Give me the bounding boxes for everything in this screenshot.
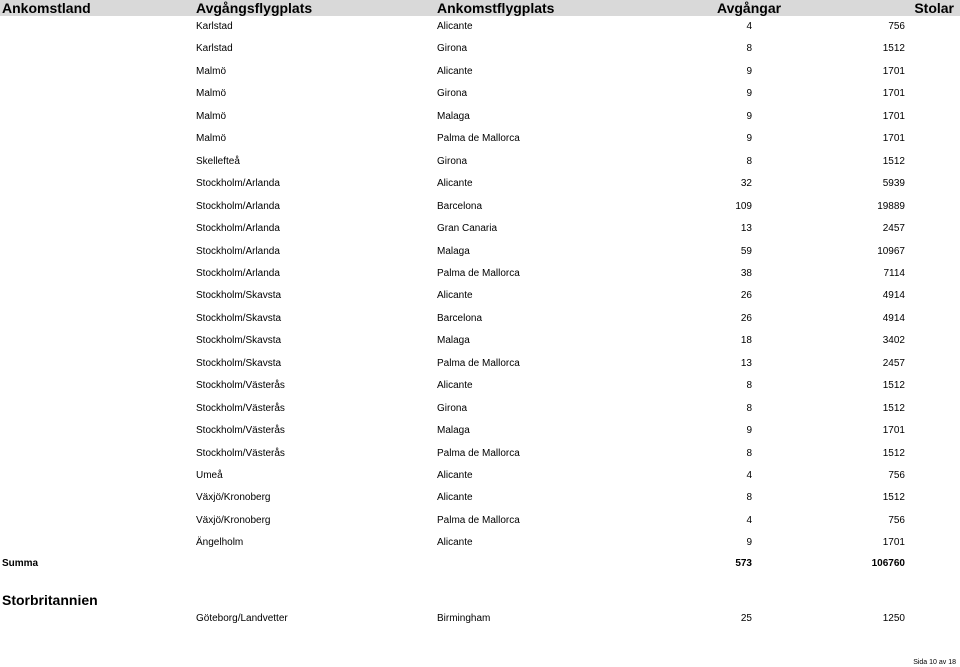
table-row xyxy=(0,357,960,371)
table-row xyxy=(0,177,960,191)
seats-cell: 756 xyxy=(888,21,905,32)
departures-cell: 59 xyxy=(740,245,752,257)
seats-cell: 1701 xyxy=(882,110,905,122)
table-row xyxy=(0,222,960,236)
departures-cell: 9 xyxy=(746,537,752,549)
arrival-airport-cell: Alicante xyxy=(437,65,473,77)
table-row xyxy=(0,42,960,56)
table-row xyxy=(0,402,960,416)
departure-airport-cell: Stockholm/Arlanda xyxy=(196,178,280,190)
departure-airport-cell: Växjö/Kronoberg xyxy=(196,492,271,504)
departure-airport-cell: Stockholm/Skavsta xyxy=(196,335,282,347)
departure-airport-cell: Karlstad xyxy=(196,21,233,32)
table-row xyxy=(0,334,960,348)
arrival-airport-cell: Girona xyxy=(437,155,468,167)
seats-cell: 756 xyxy=(888,470,905,481)
departure-airport-cell: Stockholm/Skavsta xyxy=(196,312,282,324)
arrival-airport-cell: Gran Canaria xyxy=(437,223,498,235)
seats-cell: 1512 xyxy=(882,492,905,504)
departures-cell: 13 xyxy=(740,357,752,369)
header-departure-airport: Avgångsflygplats xyxy=(196,0,313,16)
arrival-airport-cell: Alicante xyxy=(437,492,473,504)
departures-cell: 32 xyxy=(740,178,752,190)
seats-cell: 1512 xyxy=(882,402,905,414)
table-row xyxy=(0,289,960,303)
arrival-airport-cell: Palma de Mallorca xyxy=(437,133,520,145)
table-row xyxy=(0,312,960,326)
table-row xyxy=(0,424,960,438)
departures-cell: 25 xyxy=(740,613,752,624)
seats-cell: 1701 xyxy=(882,425,905,437)
arrival-airport-cell: Palma de Mallorca xyxy=(437,357,520,369)
departures-cell: 38 xyxy=(740,267,752,279)
page-number: Sida 10 av 18 xyxy=(913,659,956,666)
arrival-airport-cell: Palma de Mallorca xyxy=(437,267,520,279)
table-header xyxy=(0,0,960,16)
departures-cell: 8 xyxy=(746,380,752,392)
table-row xyxy=(0,65,960,79)
arrival-airport-cell: Alicante xyxy=(437,380,473,392)
departure-airport-cell: Malmö xyxy=(196,65,227,77)
departure-airport-cell: Stockholm/Västerås xyxy=(196,380,285,392)
departures-cell: 9 xyxy=(746,133,752,145)
seats-cell: 1701 xyxy=(882,537,905,549)
arrival-airport-cell: Malaga xyxy=(437,425,470,437)
table-row xyxy=(0,87,960,101)
departure-airport-cell: Stockholm/Västerås xyxy=(196,402,285,414)
table-row xyxy=(0,447,960,461)
seats-cell: 19889 xyxy=(877,200,905,212)
departures-cell: 13 xyxy=(740,223,752,235)
departures-cell: 8 xyxy=(746,43,752,55)
departures-cell: 8 xyxy=(746,492,752,504)
arrival-airport-cell: Palma de Mallorca xyxy=(437,447,520,459)
seats-cell: 1701 xyxy=(882,133,905,145)
header-arrival-airport: Ankomstflygplats xyxy=(437,0,555,16)
departure-airport-cell: Växjö/Kronoberg xyxy=(196,514,271,526)
departure-airport-cell: Göteborg/Landvetter xyxy=(196,613,288,624)
summary-seats: 106760 xyxy=(871,558,905,569)
seats-cell: 4914 xyxy=(882,312,905,324)
arrival-airport-cell: Barcelona xyxy=(437,200,483,212)
header-landing-country: Ankomstland xyxy=(2,0,91,16)
seats-cell: 7114 xyxy=(883,267,905,279)
departures-cell: 9 xyxy=(746,88,752,100)
arrival-airport-cell: Alicante xyxy=(437,21,473,32)
table-row xyxy=(0,514,960,528)
arrival-airport-cell: Birmingham xyxy=(437,613,491,624)
departure-airport-cell: Malmö xyxy=(196,133,227,145)
departures-cell: 109 xyxy=(735,200,752,212)
departure-airport-cell: Umeå xyxy=(196,470,223,481)
seats-cell: 1512 xyxy=(882,447,905,459)
departure-airport-cell: Malmö xyxy=(196,88,227,100)
seats-cell: 5939 xyxy=(882,178,905,190)
country-heading: Storbritannien xyxy=(2,592,98,608)
departure-airport-cell: Stockholm/Skavsta xyxy=(196,290,282,302)
seats-cell: 4914 xyxy=(882,290,905,302)
departure-airport-cell: Stockholm/Västerås xyxy=(196,425,285,437)
departure-airport-cell: Skellefteå xyxy=(196,155,240,167)
table-row xyxy=(0,132,960,146)
departures-cell: 8 xyxy=(746,447,752,459)
summary-label: Summa xyxy=(2,558,39,569)
seats-cell: 1250 xyxy=(882,613,905,624)
departure-airport-cell: Karlstad xyxy=(196,43,233,55)
arrival-airport-cell: Alicante xyxy=(437,537,473,549)
seats-cell: 1512 xyxy=(882,380,905,392)
departures-cell: 9 xyxy=(746,65,752,77)
header-seats: Stolar xyxy=(914,0,954,16)
arrival-airport-cell: Girona xyxy=(437,88,468,100)
table-row xyxy=(0,612,960,626)
seats-cell: 10967 xyxy=(877,245,905,257)
seats-cell: 2457 xyxy=(882,223,905,235)
departures-cell: 4 xyxy=(746,21,752,32)
arrival-airport-cell: Malaga xyxy=(437,335,470,347)
arrival-airport-cell: Girona xyxy=(437,43,468,55)
departures-cell: 4 xyxy=(746,514,752,526)
seats-cell: 1701 xyxy=(882,65,905,77)
arrival-airport-cell: Alicante xyxy=(437,178,473,190)
departures-cell: 18 xyxy=(740,335,752,347)
departure-airport-cell: Stockholm/Arlanda xyxy=(196,245,280,257)
arrival-airport-cell: Girona xyxy=(437,402,468,414)
arrival-airport-cell: Palma de Mallorca xyxy=(437,514,520,526)
departure-airport-cell: Stockholm/Arlanda xyxy=(196,223,280,235)
table-row xyxy=(0,155,960,169)
header-departures: Avgångar xyxy=(717,0,782,16)
table-row xyxy=(0,245,960,259)
departure-airport-cell: Stockholm/Arlanda xyxy=(196,267,280,279)
departures-cell: 8 xyxy=(746,155,752,167)
summary-flights: 573 xyxy=(735,558,752,569)
table-row xyxy=(0,20,960,34)
table-row xyxy=(0,469,960,483)
seats-cell: 1512 xyxy=(882,43,905,55)
table-row xyxy=(0,200,960,214)
departures-cell: 9 xyxy=(746,110,752,122)
arrival-airport-cell: Alicante xyxy=(437,470,473,481)
arrival-airport-cell: Barcelona xyxy=(437,312,483,324)
arrival-airport-cell: Malaga xyxy=(437,245,470,257)
seats-cell: 1512 xyxy=(882,155,905,167)
seats-cell: 1701 xyxy=(882,88,905,100)
departures-cell: 8 xyxy=(746,402,752,414)
departures-cell: 9 xyxy=(746,425,752,437)
departure-airport-cell: Stockholm/Västerås xyxy=(196,447,285,459)
arrival-airport-cell: Malaga xyxy=(437,110,470,122)
departure-airport-cell: Stockholm/Skavsta xyxy=(196,357,282,369)
table-row xyxy=(0,110,960,124)
departure-airport-cell: Malmö xyxy=(196,110,227,122)
departures-cell: 26 xyxy=(740,312,752,324)
departure-airport-cell: Stockholm/Arlanda xyxy=(196,200,280,212)
summary-row xyxy=(0,557,960,571)
seats-cell: 2457 xyxy=(882,357,905,369)
table-row xyxy=(0,536,960,550)
departures-cell: 26 xyxy=(740,290,752,302)
table-row xyxy=(0,267,960,281)
seats-cell: 3402 xyxy=(882,335,905,347)
table-row xyxy=(0,491,960,505)
seats-cell: 756 xyxy=(888,514,905,526)
departure-airport-cell: Ängelholm xyxy=(196,537,244,549)
departures-cell: 4 xyxy=(746,470,752,481)
arrival-airport-cell: Alicante xyxy=(437,290,473,302)
table-row xyxy=(0,379,960,393)
